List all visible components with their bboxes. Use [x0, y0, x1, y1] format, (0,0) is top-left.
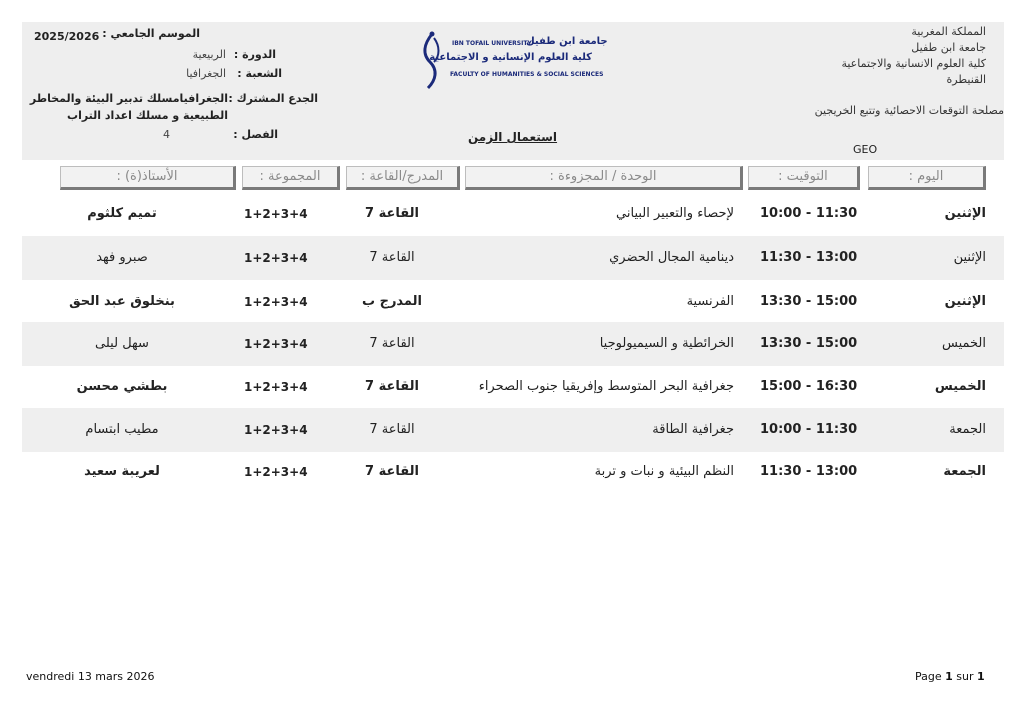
row-unit: جغرافية البحر المتوسط وإفريقيا جنوب الصحراء	[478, 379, 734, 394]
faculty-label: كلية العلوم الانسانية والاجتماعية	[841, 57, 986, 70]
row-unit: النظم البيئية و نبات و تربة	[594, 464, 734, 479]
column-header-unit: الوحدة / المجزوءة :	[465, 166, 743, 190]
row-day: الإثنين	[953, 250, 986, 265]
table-row	[22, 322, 1004, 366]
session-value: الربيعية	[192, 48, 226, 61]
row-room: القاعة 7	[369, 336, 415, 351]
row-room: القاعة 7	[365, 379, 419, 394]
row-day: الجمعة	[943, 464, 986, 479]
row-room: المدرج ب	[361, 294, 422, 309]
row-unit: لإحصاء والتعبير البياني	[616, 206, 734, 221]
row-day: الإثنين	[944, 294, 986, 309]
season-value: 2025/2026	[34, 30, 100, 43]
row-group: 1+2+3+4	[244, 207, 308, 221]
row-group: 1+2+3+4	[244, 380, 308, 394]
kingdom-label: المملكة المغربية	[911, 25, 986, 38]
row-room: القاعة 7	[369, 250, 415, 265]
row-room: القاعة 7	[365, 206, 419, 221]
semester-label: الفصل :	[233, 128, 278, 141]
branch-value: الجغرافيا	[186, 67, 226, 80]
footer-date: vendredi 13 mars 2026	[26, 670, 155, 683]
footer-page-sep: sur	[956, 670, 974, 683]
row-time: 13:30 - 15:00	[760, 336, 858, 351]
row-day: الجمعة	[949, 422, 986, 437]
code-label: GEO	[853, 143, 878, 156]
table-row	[22, 408, 1004, 452]
column-header-time: التوقيت :	[748, 166, 860, 190]
common-core-value-1: الجغرافيامسلك تدبير البيئة والمخاطر	[29, 92, 228, 105]
row-time: 10:00 - 11:30	[760, 422, 858, 437]
table-row	[22, 365, 1004, 409]
page-title: استعمال الزمن	[468, 130, 558, 144]
logo-arabic-faculty: كلية العلوم الإنسانية و الاجتماعية	[429, 52, 592, 63]
logo-latin-university: IBN TOFAIL UNIVERSITY	[452, 40, 532, 47]
column-header-prof: الأستاذ(ة) :	[60, 166, 236, 190]
row-prof: بنخلوق عبد الحق	[69, 294, 175, 309]
table-row	[22, 280, 1004, 324]
row-unit: جغرافية الطاقة	[652, 422, 734, 437]
footer-page-total: 1	[977, 670, 985, 683]
row-day: الخميس	[942, 336, 986, 351]
table-row	[22, 450, 1004, 494]
university-label: جامعة ابن طفيل	[911, 41, 986, 54]
footer-page-current: 1	[945, 670, 953, 683]
semester-value: 4	[163, 128, 170, 141]
row-time: 11:30 - 13:00	[760, 250, 858, 265]
university-logo	[418, 30, 608, 92]
row-unit: الخرائطية و السيميولوجيا	[599, 336, 734, 351]
branch-label: الشعبة :	[237, 67, 282, 80]
row-time: 13:30 - 15:00	[760, 294, 858, 309]
row-day: الخميس	[934, 379, 986, 394]
table-row	[22, 192, 1004, 236]
column-header-day: اليوم :	[868, 166, 986, 190]
session-label: الدورة :	[233, 48, 276, 61]
row-time: 15:00 - 16:30	[760, 379, 858, 394]
row-unit: دينامية المجال الحضري	[609, 250, 734, 265]
common-core-label: الجدع المشترك :	[228, 92, 318, 105]
row-prof: صبرو فهد	[96, 250, 148, 265]
row-time: 11:30 - 13:00	[760, 464, 858, 479]
row-room: القاعة 7	[369, 422, 415, 437]
row-time: 10:00 - 11:30	[760, 206, 858, 221]
row-prof: سهل ليلى	[95, 336, 149, 351]
row-prof: لعريبة سعيد	[84, 464, 160, 479]
row-day: الإثنين	[944, 206, 986, 221]
season-label: الموسم الجامعي :	[102, 27, 200, 40]
row-unit: الفرنسية	[686, 294, 734, 309]
common-core-value-2: الطبيعية و مسلك اعداد التراب	[67, 109, 228, 122]
row-group: 1+2+3+4	[244, 423, 308, 437]
column-header-group: المجموعة :	[242, 166, 340, 190]
row-prof: بطشي محسن	[76, 379, 168, 394]
row-room: القاعة 7	[365, 464, 419, 479]
row-group: 1+2+3+4	[244, 295, 308, 309]
logo-latin-faculty: FACULTY OF HUMANITIES & SOCIAL SCIENCES	[450, 71, 604, 78]
service-label: مصلحة التوقعات الاحصائية وتتبع الخريجين	[814, 104, 1004, 117]
table-row	[22, 236, 1004, 280]
row-prof: مطيب ابتسام	[85, 422, 159, 437]
row-prof: تميم كلثوم	[87, 206, 157, 221]
row-group: 1+2+3+4	[244, 465, 308, 479]
city-label: القنيطرة	[946, 73, 986, 86]
column-header-room: المدرج/القاعة :	[346, 166, 460, 190]
footer-page-prefix: Page	[915, 670, 942, 683]
row-group: 1+2+3+4	[244, 251, 308, 265]
logo-arabic-university: جامعة ابن طفيل	[526, 36, 608, 47]
row-group: 1+2+3+4	[244, 337, 308, 351]
footer-page-number	[915, 670, 985, 683]
